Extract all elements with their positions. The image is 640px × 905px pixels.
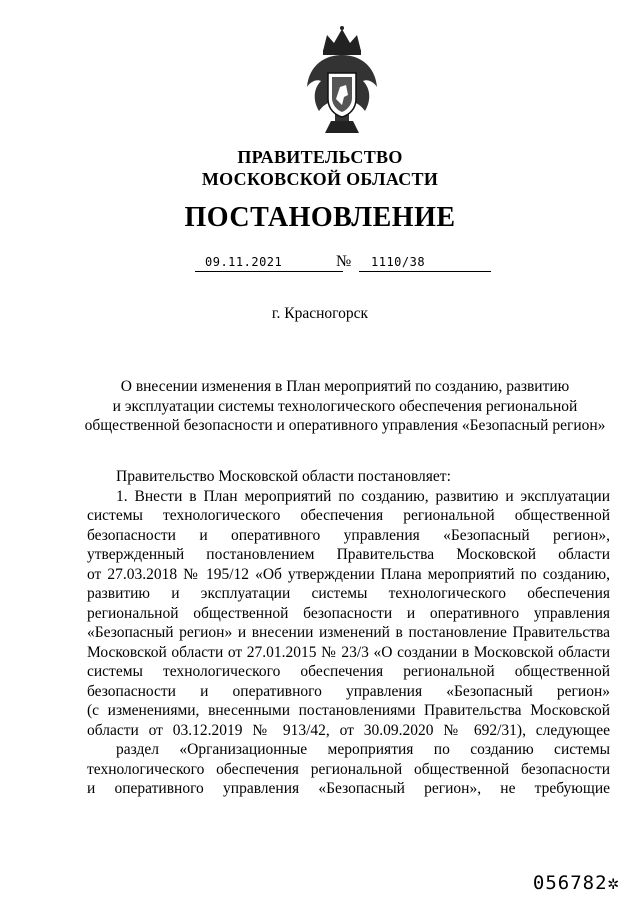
body-line: утвержденный постановлением Правительства Московской области	[87, 546, 610, 563]
body-line: региональной общественной безопасности и оперативного управления	[87, 604, 610, 622]
body-line: развитию и эксплуатации системы технологического обеспечения	[87, 585, 610, 602]
government-name-line-1: ПРАВИТЕЛЬСТВО	[237, 147, 403, 167]
body-line: технологического обеспечения региональной общественной безопасности	[87, 760, 610, 778]
city-name: г. Красногорск	[271, 305, 369, 322]
body-line: 1. Внести в План мероприятий по созданию, развитию и эксплуатации	[116, 487, 610, 505]
body-line: системы технологического обеспечения региональной общественной	[87, 663, 610, 680]
body-line: (с изменениями, внесенными постановлениями Правительства Московской	[87, 702, 610, 719]
coat-of-arms-emblem	[301, 25, 383, 137]
document-subject	[80, 377, 610, 436]
body-line: системы технологического обеспечения региональной общественной	[87, 507, 610, 524]
document-type-title: ПОСТАНОВЛЕНИЕ	[184, 202, 456, 233]
body-line: Правительство Московской области постановляет:	[116, 468, 451, 485]
document-body	[87, 467, 610, 799]
body-line: раздел «Организационные мероприятия по созданию системы	[116, 741, 610, 758]
government-name-line-2: МОСКОВСКОЙ ОБЛАСТИ	[201, 169, 439, 189]
body-line: и оперативного управления «Безопасный регион», не требующие	[87, 780, 610, 797]
body-line: безопасности и оперативного управления «Безопасный регион»,	[87, 526, 610, 544]
date-number-line	[0, 255, 640, 275]
subject-line: общественной безопасности и оперативного управления «Безопасный регион»	[84, 417, 606, 434]
body-line: «Безопасный регион» и внесении изменений в постановление Правительства	[87, 624, 610, 641]
body-line: области от 03.12.2019 № 913/42, от 30.09.2020 № 692/31), следующее	[87, 721, 610, 739]
body-line: от 27.03.2018 № 195/12 «Об утверждении Плана мероприятий по созданию,	[87, 565, 610, 583]
body-line: безопасности и оперативного управления «Безопасный регион»	[87, 682, 610, 700]
subject-line: и эксплуатации системы технологического обеспечения региональной	[112, 397, 578, 415]
document-number: 1110/38	[371, 255, 426, 269]
registration-stamp-number: 056782✲	[532, 872, 620, 894]
number-underline	[359, 271, 491, 272]
body-line: Московской области от 27.01.2015 № 23/3 «О создании в Московской области	[87, 643, 610, 661]
subject-line: О внесении изменения в План мероприятий по созданию, развитию	[120, 378, 570, 395]
date-underline	[195, 271, 343, 272]
number-sign: №	[336, 253, 352, 270]
document-date: 09.11.2021	[205, 255, 283, 269]
